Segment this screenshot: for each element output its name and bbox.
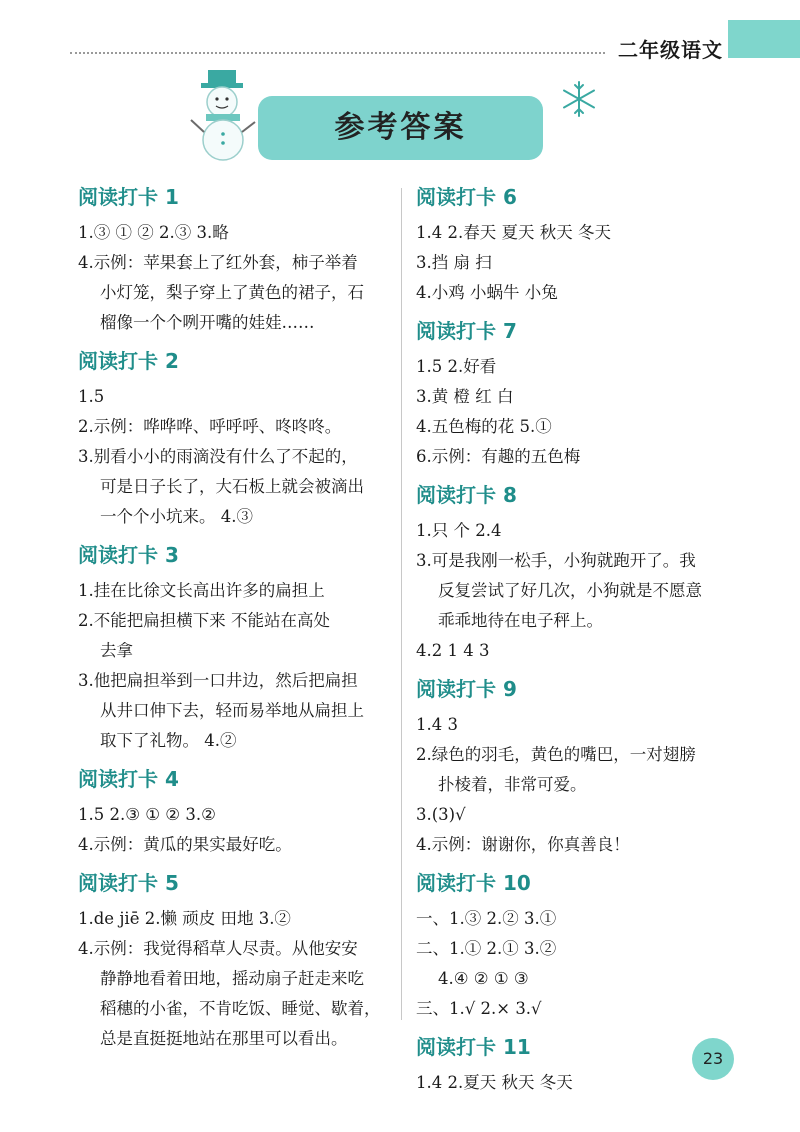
answer-line: 3.别看小小的雨滴没有什么了不起的， — [78, 447, 358, 466]
answer-line: 1.挂在比徐文长高出许多的扁担上 — [78, 581, 325, 600]
section-title: 阅读打卡 2 — [78, 349, 179, 373]
answer-line: 4.小鸡 小蜗牛 小兔 — [416, 283, 558, 302]
section-title: 阅读打卡 8 — [416, 483, 517, 507]
header-title: 二年级语文 — [618, 38, 723, 62]
answer-line: 2.绿色的羽毛，黄色的嘴巴，一对翅膀 — [416, 745, 696, 764]
page-number: 23 — [692, 1038, 734, 1080]
answer-line: 二、1.① 2.① 3.② — [416, 939, 557, 958]
answer-line: 扑棱着，非常可爱。 — [438, 775, 587, 794]
answer-line: 去拿 — [100, 641, 133, 660]
answer-line: 3.黄 橙 红 白 — [416, 387, 514, 406]
left-column — [78, 180, 396, 1054]
section-title: 阅读打卡 4 — [78, 767, 179, 791]
answer-line: 6.示例：有趣的五色梅 — [416, 447, 581, 466]
answer-line: 2.不能把扁担横下来 不能站在高处 — [78, 611, 330, 630]
answer-line: 一个个小坑来。 4.③ — [100, 507, 253, 526]
right-column — [416, 180, 746, 1098]
section-title: 阅读打卡 5 — [78, 871, 179, 895]
answer-line: 三、1.√ 2.× 3.√ — [416, 999, 542, 1018]
answer-line: 1.5 2.好看 — [416, 357, 497, 376]
answer-line: 4.示例：我觉得稻草人尽责。从他安安 — [78, 939, 358, 958]
answer-line: 1.只 个 2.4 — [416, 521, 502, 540]
answer-line: 一、1.③ 2.② 3.① — [416, 909, 557, 928]
answer-line: 反复尝试了好几次，小狗就是不愿意 — [438, 581, 702, 600]
answer-line: 4.示例：谢谢你，你真善良！ — [416, 835, 630, 854]
answer-line: 取下了礼物。 4.② — [100, 731, 237, 750]
answer-line: 小灯笼，梨子穿上了黄色的裙子，石 — [100, 283, 364, 302]
answer-line: 3.挡 扇 扫 — [416, 253, 492, 272]
section-title: 阅读打卡 11 — [416, 1035, 531, 1059]
answer-line: 3.可是我刚一松手，小狗就跑开了。我 — [416, 551, 696, 570]
snowflake-icon — [560, 80, 598, 118]
answer-line: 4.示例：苹果套上了红外套，柿子举着 — [78, 253, 358, 272]
section-title: 阅读打卡 3 — [78, 543, 179, 567]
answer-line: 1.③ ① ② 2.③ 3.略 — [78, 223, 229, 242]
section-title: 阅读打卡 9 — [416, 677, 517, 701]
answer-line: 稻穗的小雀，不肯吃饭、睡觉、歇着， — [100, 999, 381, 1018]
answer-line: 2.示例：哗哗哗、呼呼呼、咚咚咚。 — [78, 417, 342, 436]
answer-line: 静静地看着田地，摇动扇子赶走来吃 — [100, 969, 364, 988]
header-dotted-rule — [70, 52, 605, 54]
section-title: 阅读打卡 7 — [416, 319, 517, 343]
answer-line: 总是直挺挺地站在那里可以看出。 — [100, 1029, 348, 1048]
answer-line: 3.(3)√ — [416, 805, 466, 824]
answer-line: 4.④ ② ① ③ — [438, 969, 529, 988]
answer-line: 1.4 2.夏天 秋天 冬天 — [416, 1073, 573, 1092]
answer-line: 1.5 2.③ ① ② 3.② — [78, 805, 216, 824]
answer-line: 1.4 3 — [416, 715, 458, 734]
answer-line: 1.de jiē 2.懒 顽皮 田地 3.② — [78, 909, 291, 928]
section-title: 阅读打卡 1 — [78, 185, 179, 209]
answers-banner — [258, 96, 543, 160]
answer-line: 可是日子长了，大石板上就会被滴出 — [100, 477, 364, 496]
snowman-icon — [188, 64, 258, 164]
answer-line: 4.2 1 4 3 — [416, 641, 490, 660]
answer-line: 3.他把扁担举到一口井边，然后把扁担 — [78, 671, 358, 690]
section-title: 阅读打卡 6 — [416, 185, 517, 209]
answer-line: 乖乖地待在电子秤上。 — [438, 611, 603, 630]
column-divider — [401, 188, 402, 1020]
header-tab — [728, 20, 800, 58]
answer-line: 从井口伸下去，轻而易举地从扁担上 — [100, 701, 364, 720]
section-title: 阅读打卡 10 — [416, 871, 531, 895]
answer-line: 4.示例：黄瓜的果实最好吃。 — [78, 835, 292, 854]
answer-line: 4.五色梅的花 5.① — [416, 417, 552, 436]
answer-line: 榴像一个个咧开嘴的娃娃…… — [100, 313, 315, 332]
answer-line: 1.5 — [78, 387, 105, 406]
banner-title: 参考答案 — [334, 110, 467, 145]
answer-line: 1.4 2.春天 夏天 秋天 冬天 — [416, 223, 611, 242]
